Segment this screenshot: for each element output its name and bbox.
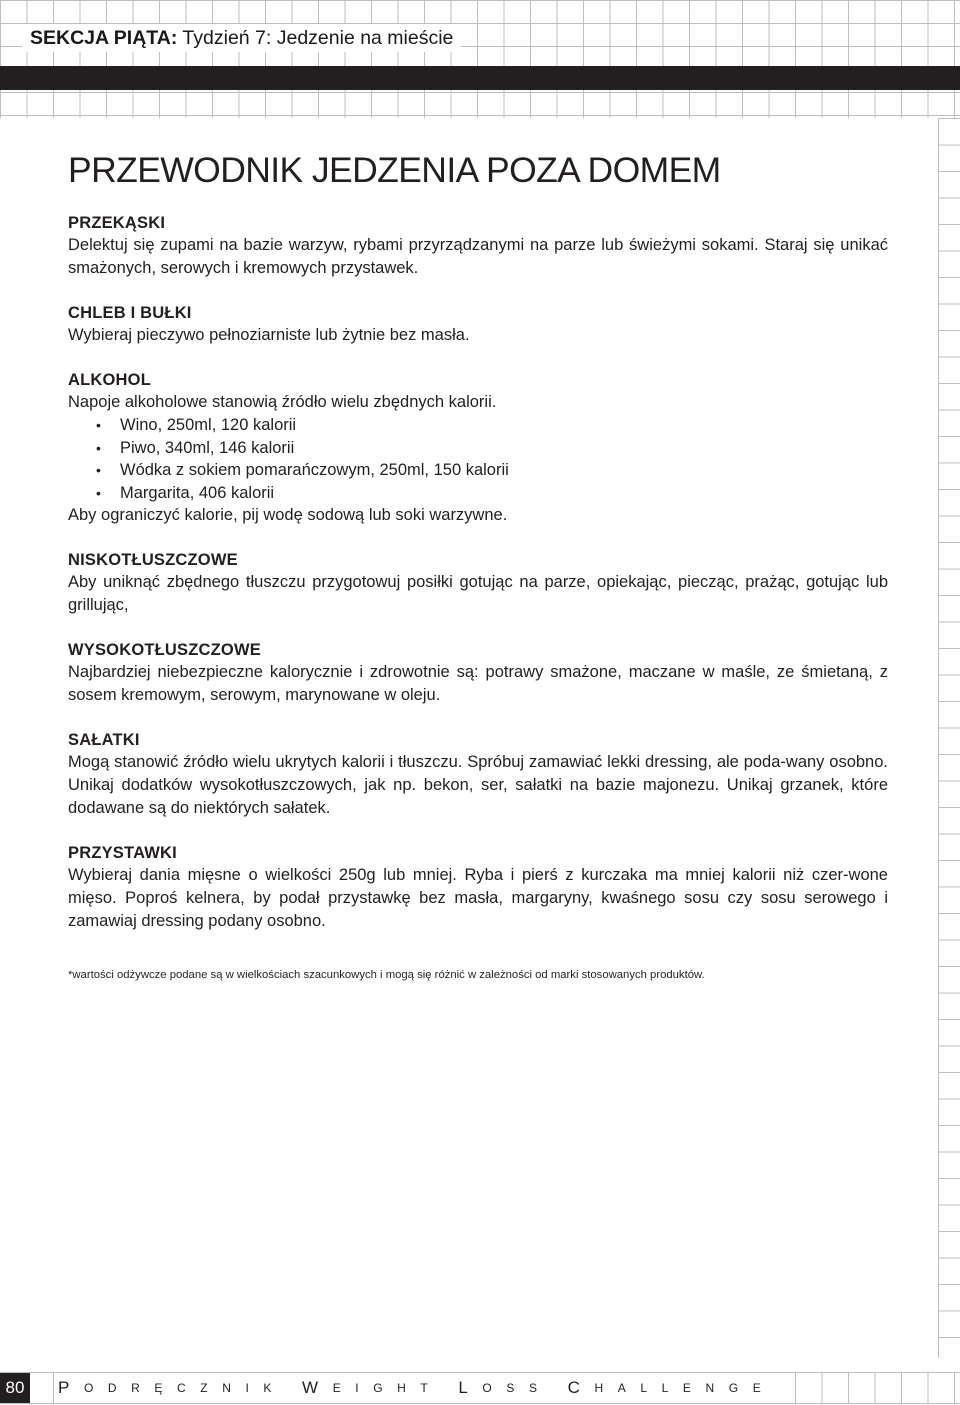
bullet-icon: •	[96, 417, 101, 433]
list-item-text: Wódka z sokiem pomarańczowym, 250ml, 150 kalorii	[120, 461, 509, 479]
section-heading: SAŁATKI	[68, 731, 140, 749]
bullet-icon: •	[96, 439, 101, 456]
footer-bar	[0, 1372, 960, 1404]
bullet-icon: •	[96, 462, 101, 478]
list-item	[68, 459, 888, 482]
footer-word-cap: L	[458, 1378, 483, 1397]
section-heading: CHLEB I BUŁKI	[68, 304, 192, 322]
section-heading: ALKOHOL	[68, 371, 151, 389]
footer-word-cap: C	[567, 1378, 595, 1397]
footer-word-rest: OSS	[482, 1381, 552, 1395]
section-label	[22, 24, 461, 52]
calorie-list	[68, 414, 888, 504]
section-przystawki	[68, 842, 888, 933]
list-item-text: Margarita, 406 kalorii	[120, 483, 275, 502]
list-item	[68, 437, 888, 460]
header-grid	[0, 0, 960, 118]
section-heading: WYSOKOTŁUSZCZOWE	[68, 641, 261, 659]
section-text-after: Aby ograniczyć kalorie, pij wodę sodową lub soki warzywne.	[68, 506, 508, 524]
right-margin-grid	[938, 118, 960, 1358]
page-title: PRZEWODNIK JEDZENIA POZA DOMEM	[68, 150, 721, 190]
section-wysokotluszczowe	[68, 639, 888, 707]
section-heading: PRZEKĄSKI	[68, 214, 166, 232]
footer-word-cap: W	[302, 1378, 333, 1397]
section-label-rest: Tydzień 7: Jedzenie na mieście	[177, 27, 454, 49]
section-text: Wybieraj dania mięsne o wielkości 250g lub mniej. Ryba i pierś z kurczaka ma mniej kalorii niż czer-wone mięso. Poproś kelnera, by podał przystawkę bez masła, margaryny, kwaśnego sosu czy sosu serowego i zamawiaj dressing podany osobno.	[68, 866, 888, 930]
list-item-text: Wino, 250ml, 120 kalorii	[120, 416, 297, 434]
footnote: *wartości odżywcze podane są w wielkościach szacunkowych i mogą się różnić w zależności od marki stosowanych produktów.	[68, 969, 705, 981]
section-text: Najbardziej niebezpieczne kalorycznie i zdrowotnie są: potrawy smażone, maczane w maśle, ze śmietaną, z sosem kremowym, serowym, marynowane w oleju.	[68, 663, 888, 704]
list-item	[68, 482, 888, 505]
footer-book-title	[58, 1373, 785, 1403]
section-text: Aby uniknąć zbędnego tłuszczu przygotowuj posiłki gotując na parze, opiekając, piecząc, prażąc, gotując lub grillując,	[68, 573, 888, 614]
footer-word-rest: ODRĘCZNIK	[83, 1381, 287, 1395]
section-przekaski	[68, 212, 888, 280]
bullet-icon: •	[96, 484, 101, 501]
section-heading: NISKOTŁUSZCZOWE	[68, 551, 238, 569]
footer-word-rest: HALLENGE	[594, 1381, 776, 1395]
list-item	[68, 414, 888, 437]
footer-word-rest: EIGHT	[332, 1381, 443, 1395]
section-label-bold: SEKCJA PIĄTA:	[30, 27, 178, 49]
main-content	[68, 140, 888, 983]
section-chleb	[68, 302, 888, 347]
section-text: Wybieraj pieczywo pełnoziarniste lub żytnie bez masła.	[68, 326, 470, 344]
section-text: Delektuj się zupami na bazie warzyw, rybami przyrządzanymi na parze lub świeżymi sokami. Staraj się unikać smażonych, serowych i kremowych przystawek.	[68, 236, 888, 277]
header-black-bar	[0, 66, 960, 90]
page-number: 80	[0, 1373, 30, 1403]
list-item-text: Piwo, 340ml, 146 kalorii	[120, 438, 295, 457]
section-alkohol	[68, 369, 888, 527]
footer-word-cap: P	[58, 1378, 84, 1397]
section-text: Napoje alkoholowe stanowią źródło wielu zbędnych kalorii.	[68, 393, 497, 411]
section-text: Mogą stanowić źródło wielu ukrytych kalorii i tłuszczu. Spróbuj zamawiać lekki dressing, ale poda-wany osobno. Unikaj dodatków wysokotłuszczowych, jak np. bekon, ser, sałatki na bazie majonezu. Unikaj grzanek, które dodawane są do niektórych sałatek.	[68, 753, 888, 817]
section-niskotluszczowe	[68, 549, 888, 617]
section-salatki	[68, 729, 888, 820]
section-heading: PRZYSTAWKI	[68, 844, 177, 862]
